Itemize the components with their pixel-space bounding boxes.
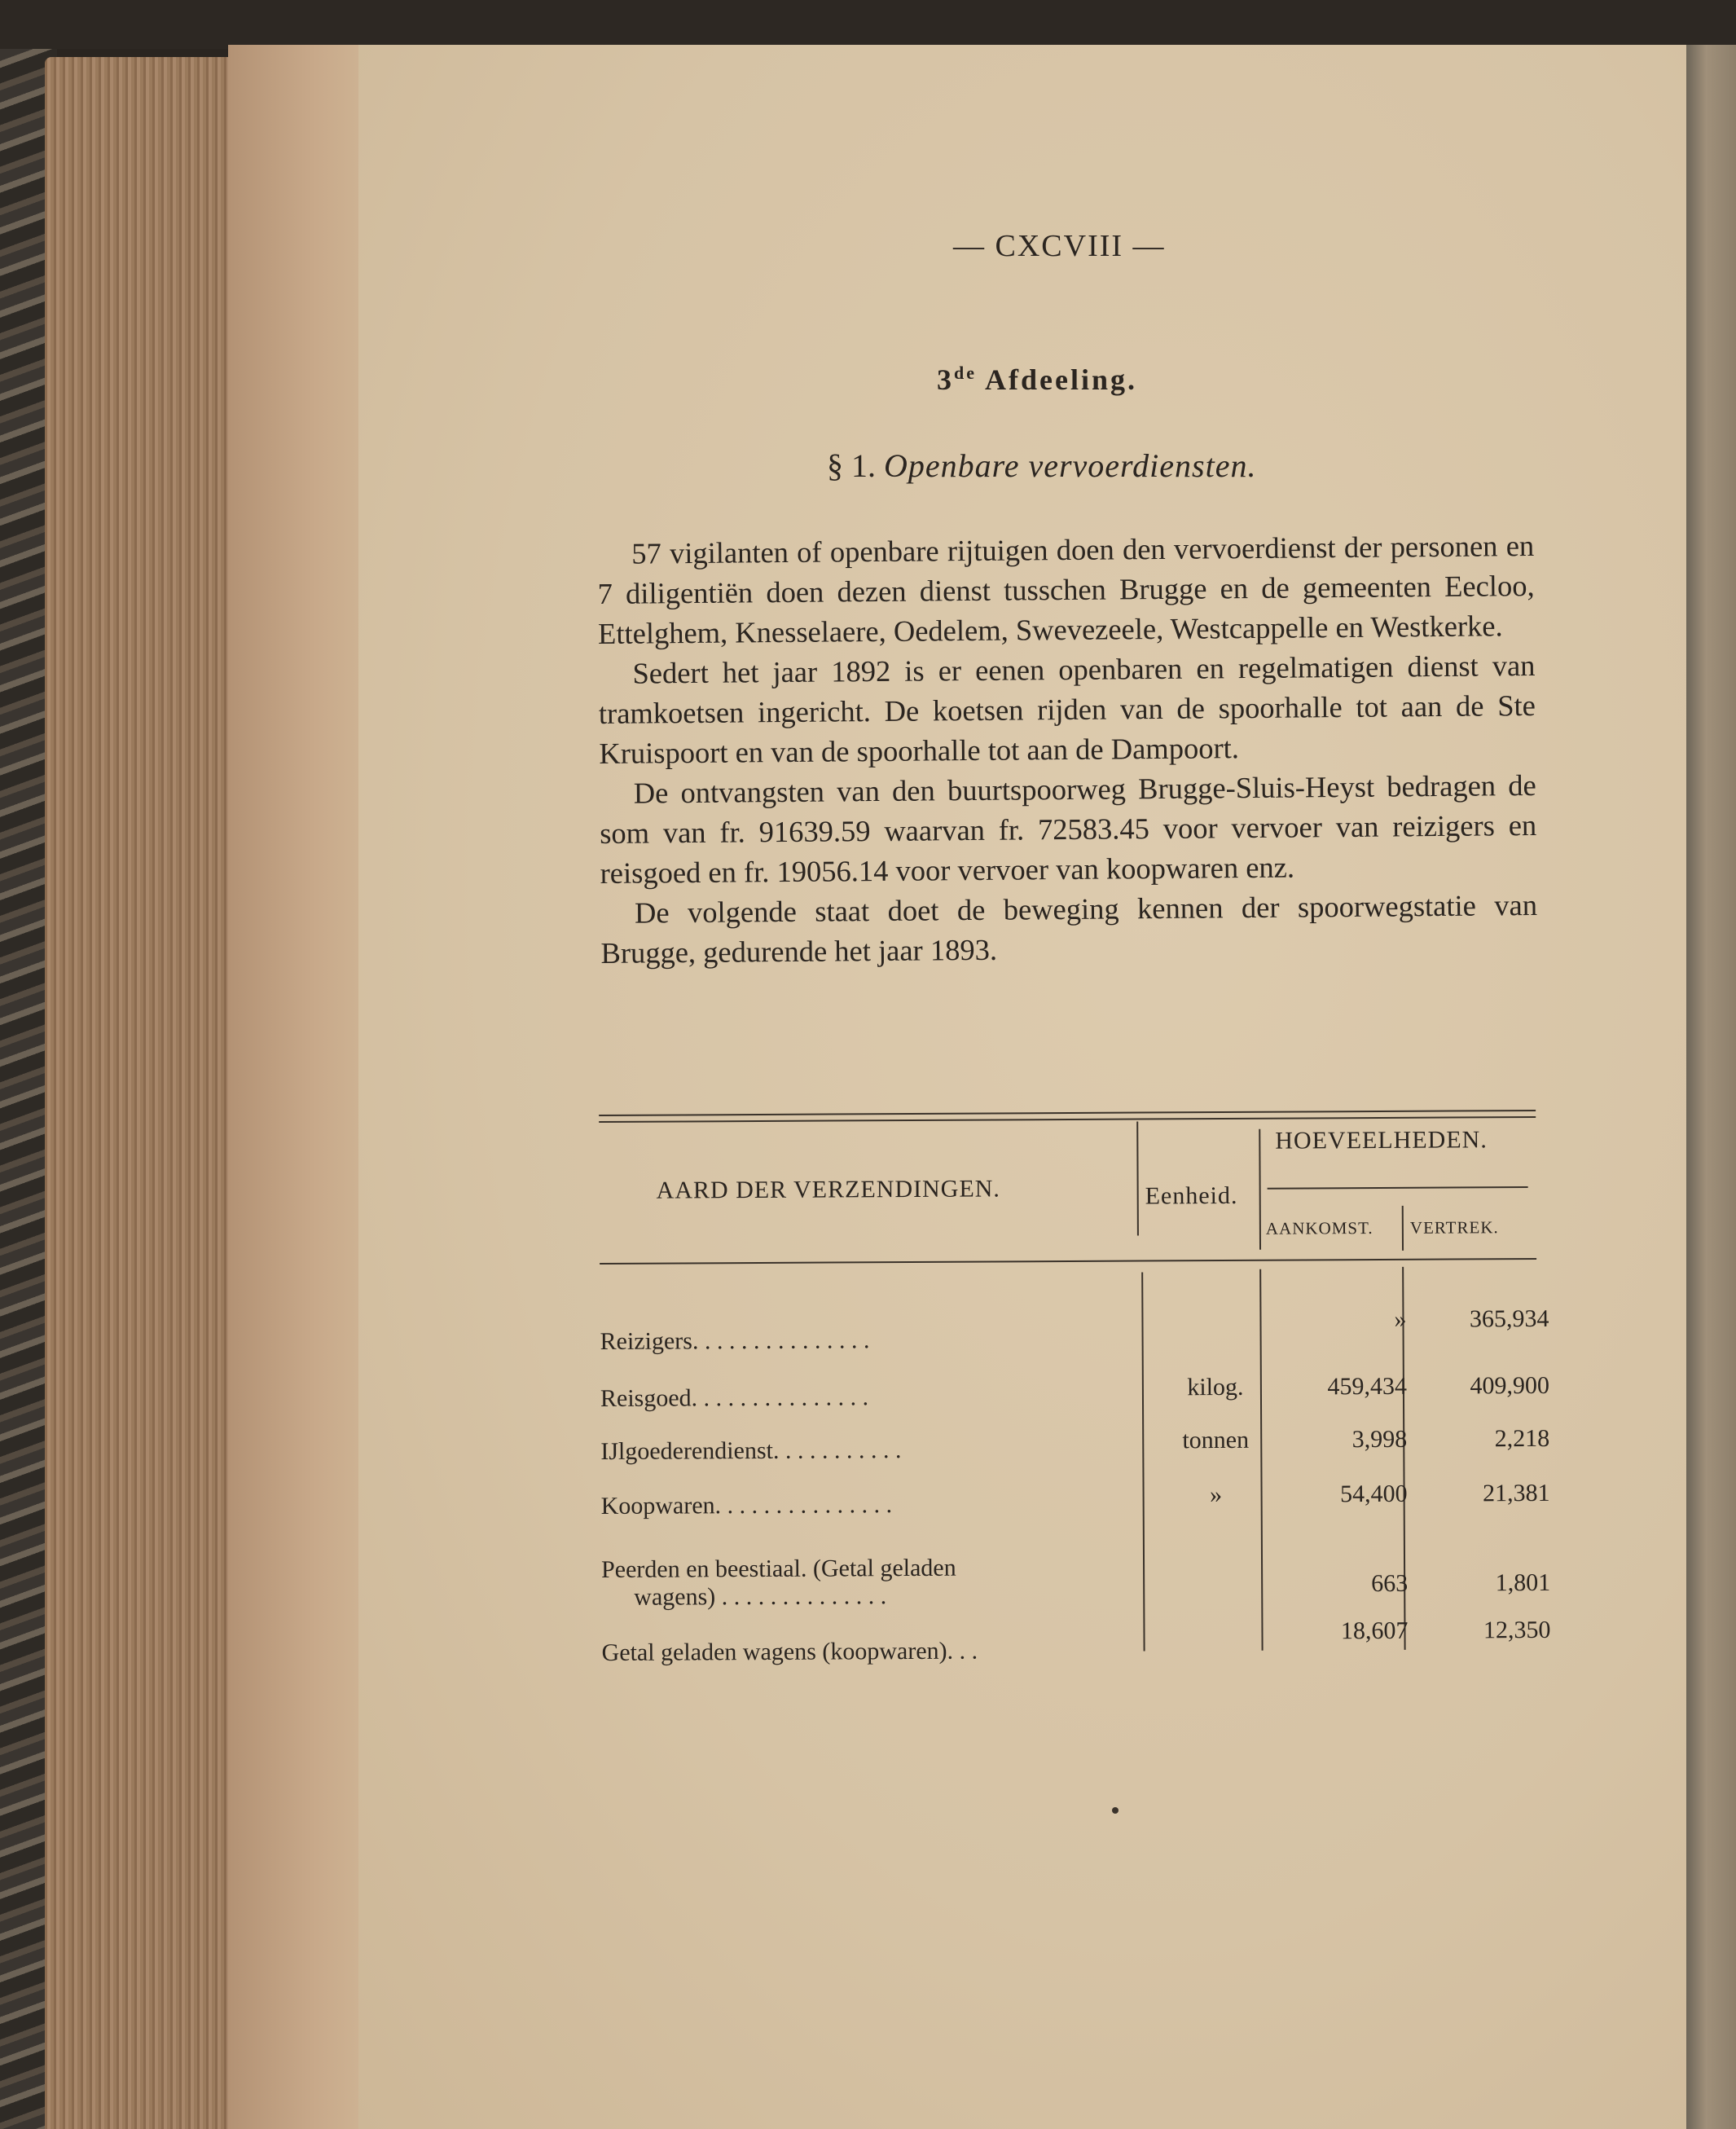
row-vertrek: 365,934 [1469,1304,1549,1333]
header-aard: AARD DER VERZENDINGEN. [656,1175,1000,1204]
row-label: Reisgoed. . . . . . . . . . . . . . . [600,1383,869,1412]
table-row [600,1371,1549,1426]
row-aankomst: 18,607 [1340,1617,1409,1645]
row-vertrek: 12,350 [1483,1616,1551,1644]
row-unit: » [1210,1481,1223,1509]
paragraph: De volgende staat doet de beweging kennen der spoorwegstatie van Brugge, gedurende het jaar 1893. [600,887,1538,970]
row-aankomst: 54,400 [1340,1480,1408,1508]
header-rule [1268,1186,1528,1190]
row-aankomst: 663 [1371,1569,1409,1598]
row-unit [1155,1553,1277,1554]
row-aankomst: » [1394,1305,1407,1333]
row-label: Koopwaren. . . . . . . . . . . . . . . [600,1491,893,1520]
row-vertrek: 409,900 [1470,1371,1549,1400]
paragraph: 57 vigilanten of openbare rijtuigen doen den vervoerdienst der personen en 7 diligentiën doen dezen dienst tusschen Brugge en de gemeenten Eecloo, Ettelghem, Knesselaere, Oedelem, Swevezeele, Westcappelle en Westkerke. [597,528,1535,650]
column-divider [1402,1206,1404,1251]
shipments-table [599,1087,1551,1678]
header-eenheid: Eenheid. [1145,1181,1238,1210]
row-label-continued: wagens) . . . . . . . . . . . . . . [634,1582,887,1611]
row-unit [1154,1325,1277,1326]
facing-page-edge [1686,45,1736,2129]
row-unit: kilog. [1187,1373,1244,1401]
header-hoeveelheden: HOEVEELHEDEN. [1275,1126,1488,1155]
table-row [600,1479,1550,1533]
subsection-symbol: § 1. [827,447,876,484]
row-label: IJlgoederendienst. . . . . . . . . . . [600,1436,902,1465]
row-aankomst: 3,998 [1351,1425,1408,1454]
table-rule [599,1110,1536,1116]
header-vertrek: VERTREK. [1409,1217,1499,1238]
table-rule [600,1258,1536,1265]
body-text [597,526,1538,973]
row-vertrek: 2,218 [1494,1424,1550,1453]
section-superscript: de [954,363,977,383]
section-title: Afdeeling. [985,363,1138,396]
background-top [0,0,1736,49]
subsection-heading [827,446,1256,485]
table-row [600,1304,1549,1369]
column-divider [1136,1122,1139,1236]
table-rule [599,1116,1536,1123]
paragraph: Sedert het jaar 1892 is er eenen openbaren en regelmatigen dienst van tramkoetsen ingericht. De koetsen rijden van de spoorhalle tot aan de Ste Kruispoort en van de spoorhalle tot aan de Dampoort. [598,648,1536,770]
table-row [601,1616,1551,1680]
table-row [600,1424,1550,1479]
page-edges-inner [228,45,375,2129]
row-vertrek: 1,801 [1495,1568,1551,1597]
row-vertrek: 21,381 [1483,1479,1550,1507]
row-label: Reizigers. . . . . . . . . . . . . . . [600,1326,870,1355]
row-unit [1156,1636,1278,1637]
section-number: 3 [937,363,954,396]
paragraph: De ontvangsten van den buurtspoorweg Brugge-Sluis-Heyst bedragen de som van fr. 91639.59 waarvan fr. 72583.45 voor vervoer van reizigers en reisgoed en fr. 19056.14 voor vervoer van koopwaren enz. [600,768,1537,890]
row-label: Getal geladen wagens (koopwaren). . . [601,1637,978,1666]
header-aankomst: AANKOMST. [1265,1218,1373,1238]
row-label: Peerden en beestiaal. (Getal geladen [600,1554,956,1583]
row-unit: tonnen [1182,1426,1250,1454]
subsection-title: Openbare vervoerdiensten. [884,447,1257,484]
column-divider [1259,1129,1261,1250]
page-number: — CXCVIII — [953,229,1166,263]
row-aankomst: 459,434 [1327,1372,1407,1401]
section-heading [937,363,1137,397]
ink-dot [1112,1807,1119,1814]
